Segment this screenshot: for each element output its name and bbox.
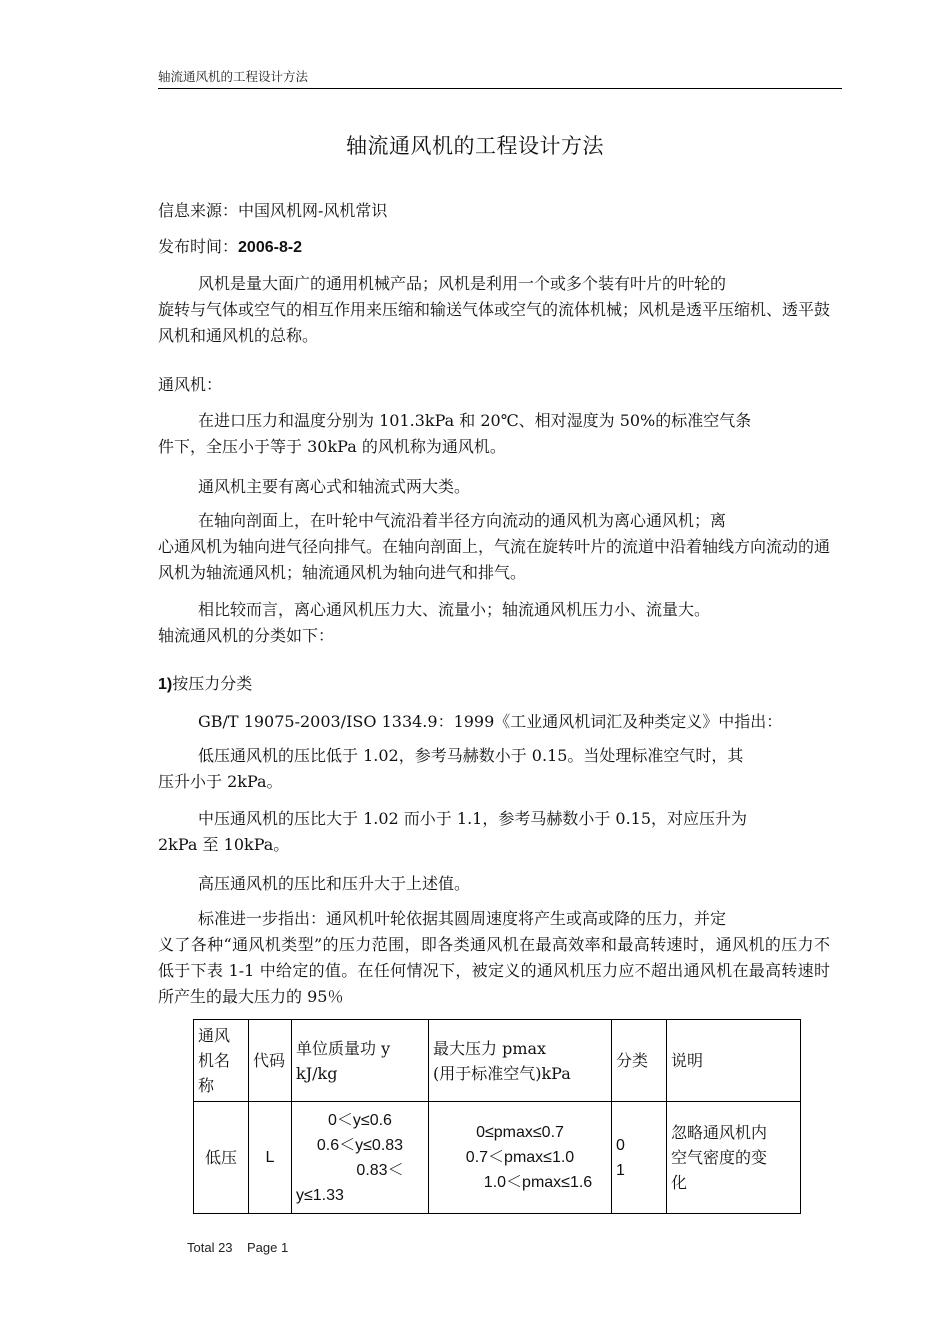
source-value: 中国风机网-风机常识	[238, 201, 388, 220]
intro-rest: 旋转与气体或空气的相互作用来压缩和输送气体或空气的流体机械；风机是透平压缩机、透平鼓风机和通风机的总称。	[158, 300, 831, 345]
fan-p4-first: 相比较而言，离心通风机压力大、流量小；轴流通风机压力小、流量大。	[198, 600, 711, 619]
pressure-paragraph-4	[158, 871, 830, 897]
cell-work-line: 0.6＜y≤0.83	[316, 1136, 404, 1154]
source-label: 信息来源：	[158, 201, 239, 220]
cell-pmax-line: 1.0＜pmax≤1.6	[483, 1174, 593, 1191]
date-label: 发布时间：	[158, 237, 239, 256]
cell-pmax	[429, 1102, 612, 1214]
header-work-line2: kJ/kg	[296, 1063, 338, 1083]
page-footer	[187, 1240, 288, 1255]
document-title: 轴流通风机的工程设计方法	[346, 134, 604, 158]
cell-class-line: 1	[616, 1161, 625, 1179]
fan-p4-second: 轴流通风机的分类如下：	[158, 626, 335, 645]
pressure-p2-rest: 压升小于 2kPa。	[158, 772, 283, 791]
cell-work-line: 0.83＜	[356, 1161, 404, 1179]
pressure-paragraph-1	[158, 709, 830, 735]
pressure-heading-num: 1)	[158, 676, 173, 693]
cell-class-line: 0	[616, 1136, 625, 1154]
fan-paragraph-4	[158, 597, 830, 649]
pressure-p3-first: 中压通风机的压比大于 1.02 而小于 1.1，参考马赫数小于 0.15，对应压升为	[198, 809, 748, 828]
header-pmax-line2: (用于标准空气)kPa	[433, 1063, 571, 1083]
fan-p3-first: 在轴向剖面上，在叶轮中气流沿着半径方向流动的通风机为离心通风机；离	[198, 511, 727, 530]
header-pmax-line1: 最大压力 pmax	[433, 1038, 547, 1058]
pressure-p2-first: 低压通风机的压比低于 1.02，参考马赫数小于 0.15。当处理标准空气时，其	[198, 746, 744, 765]
fan-paragraph-1	[158, 408, 830, 460]
header-note: 说明	[667, 1020, 801, 1102]
source-line	[158, 198, 387, 224]
pressure-p5-first: 标准进一步指出：通风机叶轮依据其圆周速度将产生或高或降的压力，并定	[198, 909, 727, 928]
cell-work-line: y≤1.33	[296, 1186, 344, 1204]
intro-paragraph	[158, 271, 830, 349]
date-value: 2006-8-2	[238, 239, 303, 256]
running-header	[158, 66, 842, 89]
cell-pmax-line: 0≤pmax≤0.7	[476, 1124, 564, 1141]
fan-type-table	[193, 1019, 801, 1214]
cell-name: 低压	[194, 1102, 249, 1214]
footer-total: Total 23	[187, 1240, 233, 1255]
fan-paragraph-3	[158, 508, 830, 586]
pressure-p4: 高压通风机的压比和压升大于上述值。	[198, 874, 471, 893]
cell-pmax-line: 0.7＜pmax≤1.0	[465, 1149, 575, 1166]
header-class: 分类	[612, 1020, 667, 1102]
fan-p2: 通风机主要有离心式和轴流式两大类。	[198, 477, 471, 496]
table-row	[194, 1102, 801, 1214]
cell-work	[292, 1102, 429, 1214]
running-header-title: 轴流通风机的工程设计方法	[158, 69, 309, 84]
header-name: 通风机名称	[194, 1020, 249, 1102]
pressure-heading	[158, 671, 252, 698]
header-work-line1: 单位质量功 y	[296, 1038, 391, 1058]
pressure-p3-rest: 2kPa 至 10kPa。	[158, 835, 290, 854]
pressure-paragraph-2	[158, 743, 830, 795]
fan-p1-first: 在进口压力和温度分别为 101.3kPa 和 20℃、相对湿度为 50%的标准空气条	[198, 411, 752, 430]
cell-work-line: 0＜y≤0.6	[328, 1111, 392, 1129]
header-pmax	[429, 1020, 612, 1102]
fan-heading: 通风机：	[158, 375, 223, 394]
header-code: 代码	[249, 1020, 292, 1102]
pressure-p1: GB/T 19075-2003/ISO 1334.9：1999《工业通风机词汇及种类定义》中指出：	[198, 712, 783, 731]
cell-note	[667, 1102, 801, 1214]
pressure-paragraph-3	[158, 806, 830, 858]
table-header-row	[194, 1020, 801, 1102]
fan-paragraph-2	[158, 474, 830, 500]
fan-p1-rest: 件下，全压小于等于 30kPa 的风机称为通风机。	[158, 437, 506, 456]
fan-p3-rest: 心通风机为轴向进气径向排气。在轴向剖面上，气流在旋转叶片的流道中沿着轴线方向流动的通风机为轴流通风机；轴流通风机为轴向进气和排气。	[158, 537, 831, 582]
cell-class	[612, 1102, 667, 1214]
pressure-p5-rest: 义了各种“通风机类型”的压力范围，即各类通风机在最高效率和最高转速时，通风机的压力不低于下表 1-1 中给定的值。在任何情况下，被定义的通风机压力应不超出通风机在最高转速时所产生的最大压力的 95％	[158, 935, 830, 1006]
pressure-heading-text: 按压力分类	[172, 674, 253, 693]
footer-page: Page 1	[247, 1240, 289, 1255]
date-line	[158, 234, 302, 261]
cell-note-text: 忽略通风机内空气密度的变化	[671, 1123, 768, 1192]
cell-code: L	[249, 1102, 292, 1214]
header-work	[292, 1020, 429, 1102]
pressure-paragraph-5	[158, 906, 830, 1010]
intro-first-line: 风机是量大面广的通用机械产品；风机是利用一个或多个装有叶片的叶轮的	[198, 274, 727, 293]
